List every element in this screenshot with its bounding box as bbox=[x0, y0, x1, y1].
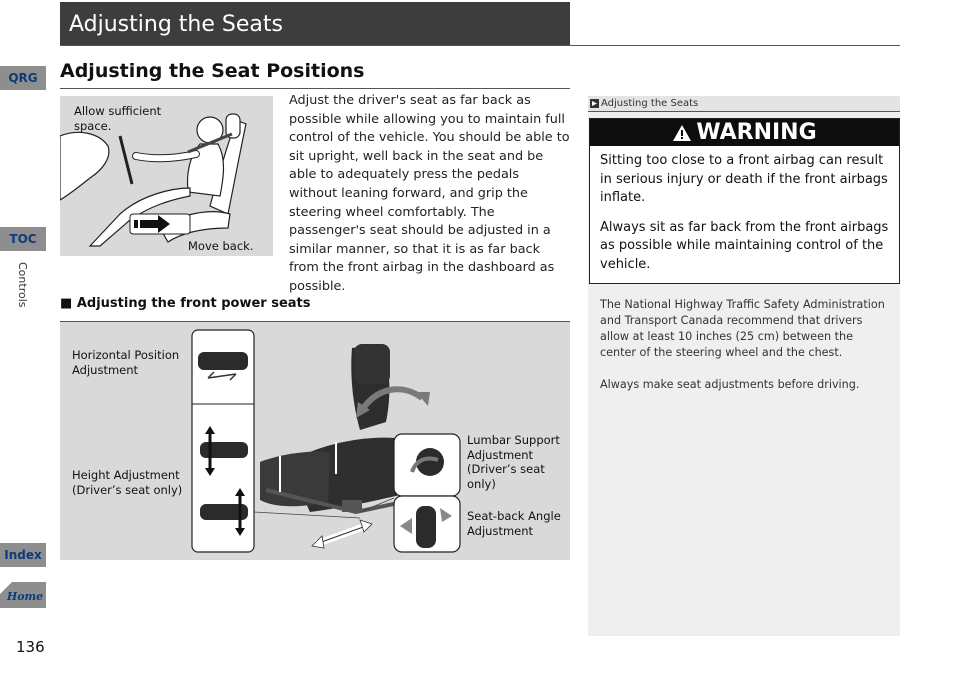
heading-bullet: ■ bbox=[60, 296, 73, 311]
lumbar-support-label: Lumbar Support Adjustment (Driver’s seat only) bbox=[467, 433, 560, 491]
warning-title: WARNING bbox=[696, 120, 817, 145]
qrg-tab-label: QRG bbox=[8, 71, 38, 85]
warning-paragraph-2: Always sit as far back from the front airbags as possible while maintaining control of the vehicle. bbox=[600, 219, 889, 272]
height-switch-front-icon bbox=[200, 442, 248, 458]
home-label: Home bbox=[6, 590, 44, 603]
horizontal-position-label: Horizontal Position Adjustment bbox=[72, 348, 180, 377]
warning-box bbox=[589, 118, 900, 284]
move-back-label: Move back. bbox=[188, 239, 254, 253]
power-seats-heading-text: Adjusting the front power seats bbox=[76, 296, 311, 311]
seatback-angle-label: Seat-back Angle Adjustment bbox=[467, 509, 561, 538]
warning-paragraph-1: Sitting too close to a front airbag can result in serious injury or death if the front airbags inflate. bbox=[600, 153, 888, 206]
section-side-label: Controls bbox=[16, 262, 29, 308]
height-adjustment-label: Height Adjustment (Driver’s seat only) bbox=[72, 468, 183, 497]
toc-tab-label: TOC bbox=[9, 232, 37, 246]
side-note bbox=[600, 297, 892, 409]
reference-arrow-icon bbox=[590, 99, 599, 108]
section-divider bbox=[60, 88, 570, 89]
seatback-switch-icon bbox=[416, 506, 436, 548]
side-reference-bar bbox=[588, 96, 900, 111]
page-title-bar bbox=[60, 2, 570, 46]
index-tab-label: Index bbox=[4, 548, 42, 562]
warning-body bbox=[590, 146, 899, 275]
page-number: 136 bbox=[16, 638, 45, 656]
side-reference-title: Adjusting the Seats bbox=[601, 98, 699, 109]
allow-space-label: Allow sufficient space. bbox=[74, 104, 162, 133]
qrg-tab[interactable] bbox=[0, 66, 46, 90]
side-note-paragraph-1: The National Highway Traffic Safety Administration and Transport Canada recommend that drivers allow at least 10 inches (25 cm) between the center of the steering wheel and the chest. bbox=[600, 298, 885, 359]
warning-header bbox=[590, 119, 899, 146]
title-divider bbox=[60, 45, 900, 46]
warning-triangle-icon bbox=[672, 124, 692, 142]
page-title: Adjusting the Seats bbox=[69, 11, 283, 37]
power-seat-controls-figure bbox=[60, 322, 570, 560]
side-reference-divider bbox=[588, 111, 900, 112]
horizontal-switch-icon bbox=[198, 352, 248, 370]
toc-tab[interactable] bbox=[0, 227, 46, 251]
section-title: Adjusting the Seat Positions bbox=[60, 60, 365, 82]
power-seats-heading bbox=[60, 296, 311, 311]
driver-posture-figure bbox=[60, 96, 273, 256]
seat-position-body-text: Adjust the driver's seat as far back as possible while allowing you to maintain full control of the vehicle. You should be able to sit upright, well back in the seat and be able to adequately press the pedals without leaning forward, and grip the steering wheel comfortably. The passenger's seat should be adjusted in a similar manner, so that it is as far back from the front airbag in the dashboard as possible. bbox=[289, 93, 570, 294]
home-button[interactable] bbox=[0, 580, 46, 608]
home-badge-icon bbox=[0, 580, 46, 608]
index-tab[interactable] bbox=[0, 543, 46, 567]
side-note-paragraph-2: Always make seat adjustments before driving. bbox=[600, 378, 860, 391]
